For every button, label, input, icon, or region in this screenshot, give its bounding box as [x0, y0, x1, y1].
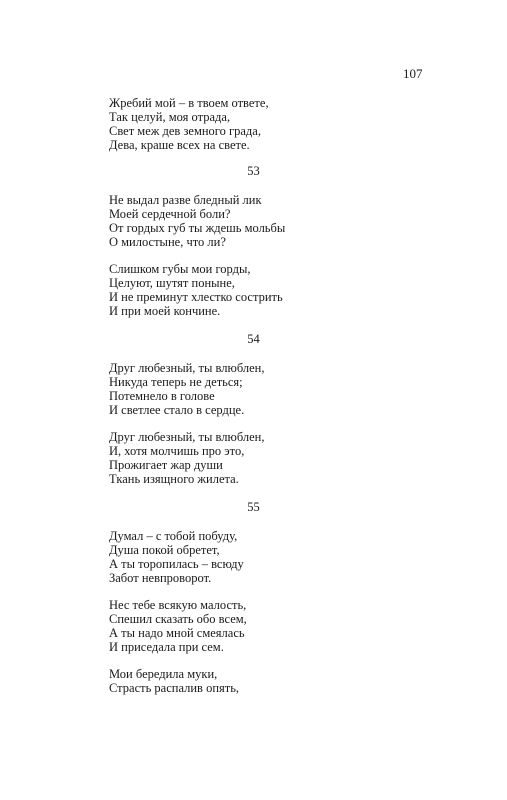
poem-line: Дева, краше всех на свете. [109, 138, 250, 152]
poem-line: Мои бередила муки, [109, 667, 218, 681]
poem-line: Слишком губы мои горды, [109, 262, 251, 276]
poem-line: А ты надо мной смеялась [109, 626, 245, 640]
poem-line: Не выдал разве бледный лик [109, 193, 262, 207]
poem-line: О милостыне, что ли? [109, 235, 226, 249]
poem-line: Прожигает жар души [109, 458, 223, 472]
poem-line: Никуда теперь не деться; [109, 375, 243, 389]
poem-line: Моей сердечной боли? [109, 207, 231, 221]
poem-line: Жребий мой – в твоем ответе, [109, 96, 269, 110]
poem-line: И, хотя молчишь про это, [109, 444, 245, 458]
poem-line: Забот невпроворот. [109, 571, 212, 585]
poem-number: 55 [247, 500, 260, 514]
poem-number: 53 [247, 164, 260, 178]
poem-line: И светлее стало в сердце. [109, 403, 245, 417]
poem-line: Потемнело в голове [109, 389, 215, 403]
poem-line: Друг любезный, ты влюблен, [109, 361, 265, 375]
poem-line: Свет меж дев земного града, [109, 124, 261, 138]
page-number: 107 [403, 66, 423, 81]
poem-line: И при моей кончине. [109, 304, 221, 318]
poem-line: Друг любезный, ты влюблен, [109, 430, 265, 444]
poem-line: Страсть распалив опять, [109, 681, 240, 695]
poem-line: От гордых губ ты ждешь мольбы [109, 221, 286, 235]
poem-line: Думал – с тобой побуду, [109, 529, 238, 543]
poem-line: Целуют, шутят поныне, [109, 276, 235, 290]
poem-line: Ткань изящного жилета. [109, 472, 239, 486]
poem-line: И не преминут хлестко сострить [109, 290, 283, 304]
poem-line: Нес тебе всякую малость, [109, 598, 247, 612]
poem-line: Так целуй, моя отрада, [109, 110, 231, 124]
poem-number: 54 [247, 332, 260, 346]
poem-line: Душа покой обретет, [109, 543, 220, 557]
poem-line: А ты торопилась – всюду [109, 557, 244, 571]
poem-line: И приседала при сем. [109, 640, 224, 654]
poem-line: Спешил сказать обо всем, [109, 612, 247, 626]
